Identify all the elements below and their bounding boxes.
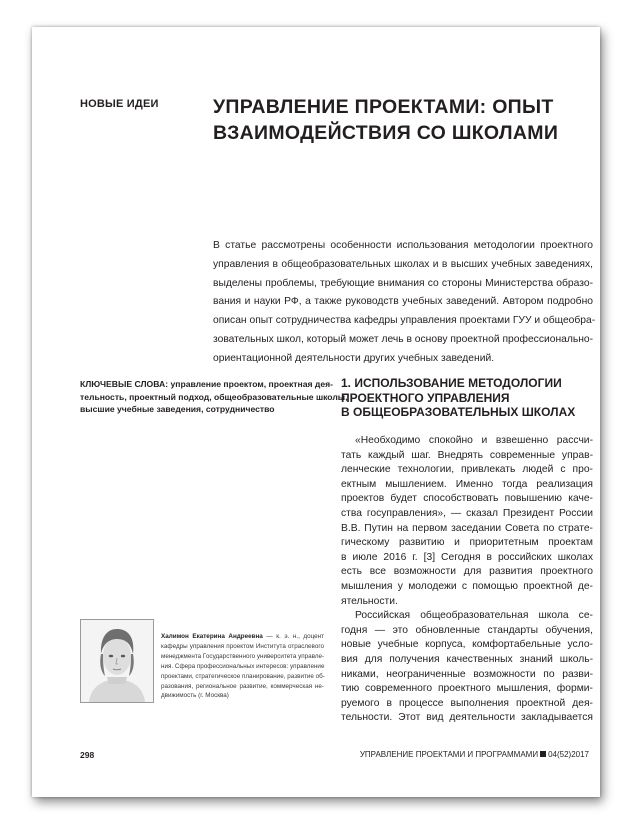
square-separator-icon — [540, 751, 546, 757]
journal-page — [32, 27, 600, 797]
author-bio-line: кафедры управления проектом Института отраслевого — [161, 642, 324, 650]
section-heading-line: В ОБЩЕОБРАЗОВАТЕЛЬНЫХ ШКОЛАХ — [341, 405, 576, 420]
body-line: проектов будет способствовать повышению каче- — [341, 493, 593, 505]
abstract-line: ориентационной деятельности других учебных заведений. — [213, 352, 495, 364]
body-line: новые учебные корпуса, комфортабельные усло- — [341, 639, 593, 651]
body-line: Российская общеобразовательная школа се- — [355, 610, 593, 622]
body-line: ленческие технологии, привлекать людей с про- — [341, 464, 593, 476]
journal-name: УПРАВЛЕНИЕ ПРОЕКТАМИ И ПРОГРАММАМИ — [359, 750, 539, 759]
body-line: гическому развитию и приоритетным проектам — [341, 537, 593, 549]
author-name: Халимон Екатерина Андреевна — [161, 633, 263, 640]
keywords-line: высшие учебные заведения, сотрудничество — [80, 404, 275, 415]
abstract — [213, 237, 596, 369]
body-line: ства госуправления», — сказал Президент России — [341, 507, 593, 519]
body-line: «Необходимо спокойно и взвешенно рассчи- — [355, 435, 593, 446]
author-bio — [161, 632, 324, 701]
section-heading — [341, 376, 591, 420]
body-line: руемого в процессе выполнения проектной дея- — [341, 697, 593, 709]
body-line: есть все возможности для развития проектного — [341, 566, 593, 578]
abstract-line: В статье рассмотрены особенности использования методологии проектного — [213, 240, 593, 251]
author-bio-line: движимость (г. Москва) — [161, 692, 229, 700]
title-line: УПРАВЛЕНИЕ ПРОЕКТАМИ: ОПЫТ — [213, 96, 554, 118]
section-tag: НОВЫЕ ИДЕИ — [80, 98, 159, 110]
author-portrait-icon — [81, 620, 153, 702]
abstract-line: описан опыт сотрудничества кафедры управления проектами ГУУ и общеобра- — [213, 315, 596, 327]
author-bio-text: — к. э. н., доцент — [262, 633, 324, 640]
abstract-line: выделены проблемы, требующие внимания со стороны Министерства образо- — [213, 277, 593, 289]
body-line: тию современного проектного мышления, форми- — [341, 683, 593, 695]
body-text — [341, 434, 593, 726]
author-bio-line: менеджмента Государственного университета управле- — [161, 652, 325, 660]
author-bio-line: проектами, стратегическое планирование, развитие об- — [161, 672, 325, 680]
article-title — [213, 94, 593, 146]
keywords-line: КЛЮЧЕВЫЕ СЛОВА: управление проектом, проектная дея- — [80, 379, 334, 389]
body-line: в июле 2016 г. [3] Сегодня в российских школах — [341, 551, 593, 563]
author-bio-line — [161, 632, 324, 642]
body-line: тать каждый шаг. Внедрять современные управ- — [341, 449, 593, 461]
body-line: никами, неограниченные возможности по разви- — [341, 668, 593, 680]
abstract-line: зовательных школ, который может лечь в основу проектной профессионально- — [213, 333, 594, 345]
body-line: В.В. Путин на первом заседании Совета по страте- — [341, 522, 593, 534]
body-line: мышления у молодежи с помощью проектной де- — [341, 580, 593, 592]
body-line: ектным мышлением. Именно тогда реализация — [341, 478, 593, 490]
title-line: ВЗАИМОДЕЙСТВИЯ СО ШКОЛАМИ — [213, 122, 559, 144]
author-bio-line: ния. Сфера профессиональных интересов: управление — [161, 662, 325, 670]
abstract-line: вания и науки РФ, а также руководств учебных заведений. Автором подробно — [213, 296, 593, 308]
keywords — [80, 378, 348, 416]
body-line: вия для получения качественных знаний школь- — [341, 653, 593, 665]
keywords-line: тельность, проектный подход, общеобразовательные школы, — [80, 391, 348, 402]
journal-footer — [360, 750, 589, 759]
section-heading-line: 1. ИСПОЛЬЗОВАНИЕ МЕТОДОЛОГИИ — [341, 376, 562, 390]
body-line: тельности. Этот вид деятельности закладывается — [341, 712, 593, 724]
author-bio-line: разования, региональное развитие, коммерческая не- — [161, 682, 324, 690]
abstract-line: управления в общеобразовательных школах и в высших учебных заведениях, — [213, 258, 593, 270]
section-heading-line: ПРОЕКТНОГО УПРАВЛЕНИЯ — [341, 390, 510, 405]
body-line: годня — это обновленные стандарты обучения, — [341, 624, 593, 636]
journal-issue: 04(52)2017 — [548, 750, 589, 759]
page-number: 298 — [80, 750, 95, 760]
author-photo — [80, 619, 154, 703]
body-line: ятельности. — [341, 595, 398, 607]
